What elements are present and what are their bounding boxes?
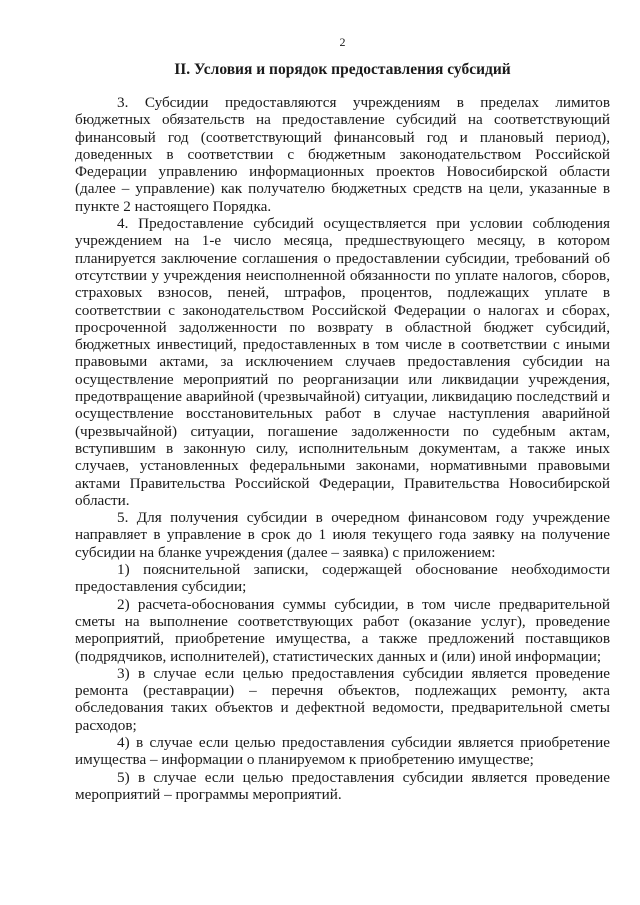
paragraph-4: 4. Предоставление субсидий осуществляется при условии соблюдения учреждением на 1-е число месяца, предшествующего месяцу, в котором планируется заключение соглашения о предоставлении субсидии, требований об отсутствии у учреждения неисполненной обязанности по уплате налогов, сборов, страховых взносов, пеней, штрафов, процентов, подлежащих уплате в соответствии с законодательством Российской Федерации о налогах и сборах, просроченной задолженности по возврату в областной бюджет субсидий, бюджетных инвестиций, предоставленных в том числе в соответствии с иными правовыми актами, за исключением случаев предоставления субсидии на осуществление мероприятий по реорганизации или ликвидации учреждения, предотвращение аварийной (чрезвычайной) ситуации, ликвидацию последствий и осуществление восстановительных работ в случае наступления аварийной (чрезвычайной) ситуации, погашение задолженности по судебным актам, вступившим в законную силу, исполнительным документам, а также иных случаев, установленных федеральными законами, нормативными правовыми актами Правительства Российской Федерации, Правительства Новосибирской области. <box>75 215 610 509</box>
paragraph-5: 5. Для получения субсидии в очередном финансовом году учреждение направляет в управление в срок до 1 июля текущего года заявку на получение субсидии на бланке учреждения (далее – заявка) с приложением: <box>75 509 610 561</box>
subitem-5: 5) в случае если целью предоставления субсидии является проведение мероприятий – программы мероприятий. <box>75 768 610 803</box>
subitem-4: 4) в случае если целью предоставления субсидии является приобретение имущества – информации о планируемом к приобретению имуществе; <box>75 733 610 769</box>
subitem-1: 1) пояснительной записки, содержащей обоснование необходимости предоставления субсидии; <box>75 561 610 596</box>
subitem-3: 3) в случае если целью предоставления субсидии является проведение ремонта (реставрации) – перечня объектов, подлежащих ремонту, акта обследования таких объектов и дефектной ведомости, предварительной сметы расходов; <box>75 664 610 734</box>
section-title: II. Условия и порядок предоставления субсидий <box>174 61 511 78</box>
paragraph-3: 3. Субсидии предоставляются учреждениям в пределах лимитов бюджетных обязательств на предоставление субсидий на соответствующий финансовый год (соответствующий финансовый год и плановый период), доведенных в соответствии с бюджетным законодательством Российской Федерации управлению информационных проектов Новосибирской области (далее – управление) как получателю бюджетных средств на цели, указанные в пункте 2 настоящего Порядка. <box>75 94 610 215</box>
document-page <box>75 35 610 803</box>
page-number: 2 <box>339 35 346 49</box>
subitem-2: 2) расчета-обоснования суммы субсидии, в том числе предварительной сметы на выполнение соответствующих работ (оказание услуг), проведение мероприятий, приобретение имущества, а также предложений поставщиков (подрядчиков, исполнителей), статистических данных и (или) иной информации; <box>75 595 610 665</box>
